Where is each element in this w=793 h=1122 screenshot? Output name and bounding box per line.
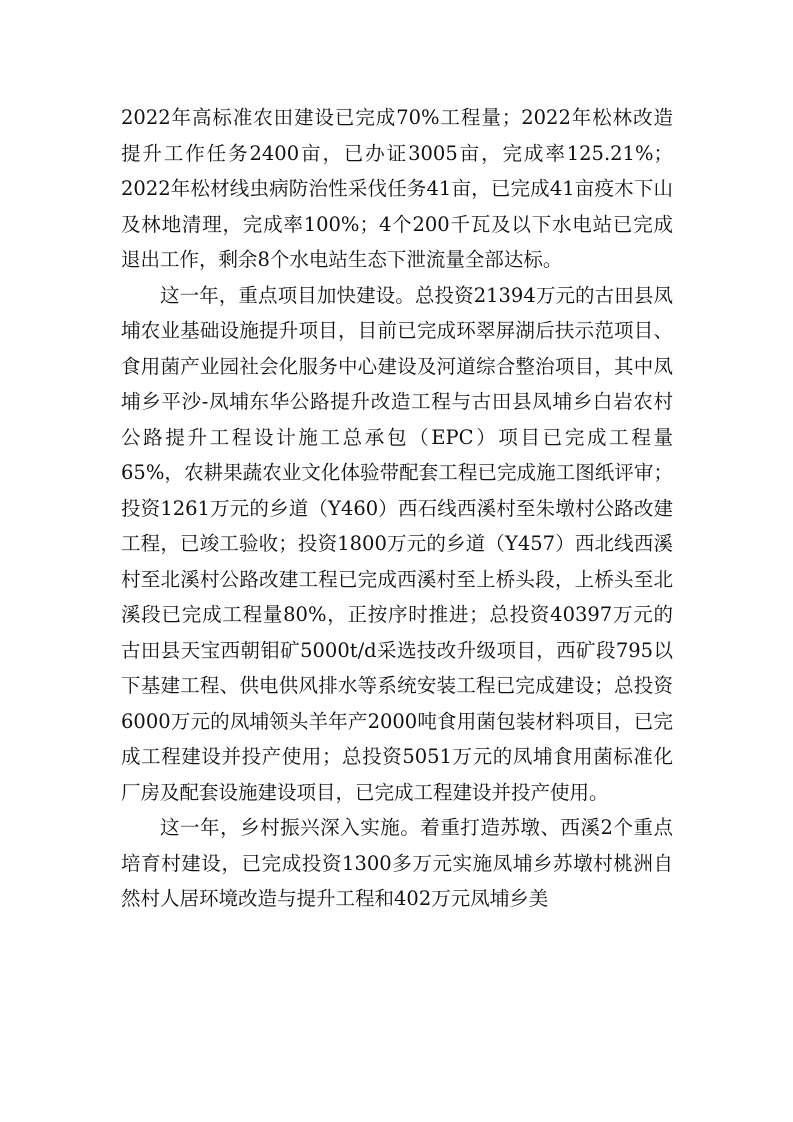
paragraph-key-projects: 这一年，重点项目加快建设。总投资21394万元的古田县凤埔农业基础设施提升项目，目前已完成环翠屏湖后扶示范项目、食用菌产业园社会化服务中心建设及河道综合整治项目，其中凤埔乡平沙-凤埔东华公路提升改造工程与古田县凤埔乡白岩农村公路提升工程设计施工总承包（EPC）项目已完成工程量65%，农耕果蔬农业文化体验带配套工程已完成施工图纸评审；投资1261万元的乡道（Y460）西石线西溪村至朱墩村公路改建工程，已竣工验收；投资1800万元的乡道（Y457）西北线西溪村至北溪村公路改建工程已完成西溪村至上桥头段，上桥头至北溪段已完成工程量80%，正按序时推进；总投资40397万元的古田县天宝西朝钼矿5000t/d采选技改升级项目，西矿段795以下基建工程、供电供风排水等系统安装工程已完成建设；总投资6000万元的凤埔领头羊年产2000吨食用菌包装材料项目，已完成工程建设并投产使用；总投资5051万元的凤埔食用菌标准化厂房及配套设施建设项目，已完成工程建设并投产使用。 — [121, 283, 673, 804]
paragraph-1: 2022年高标准农田建设已完成70%工程量；2022年松林改造提升工作任务2400亩，已办证3005亩，完成率125.21%；2022年松材线虫病防治性采伐任务41亩，已完成41亩疫木下山及林地清理，完成率100%；4个200千瓦及以下水电站已完成退出工作，剩余8个水电站生态下泄流量全部达标。 — [121, 106, 673, 271]
document-page — [121, 100, 673, 917]
paragraph-rural-revitalization: 这一年，乡村振兴深入实施。着重打造苏墩、西溪2个重点培育村建设，已完成投资1300多万元实施凤埔乡苏墩村桃洲自然村人居环境改造与提升工程和402万元凤埔乡美 — [121, 816, 673, 910]
